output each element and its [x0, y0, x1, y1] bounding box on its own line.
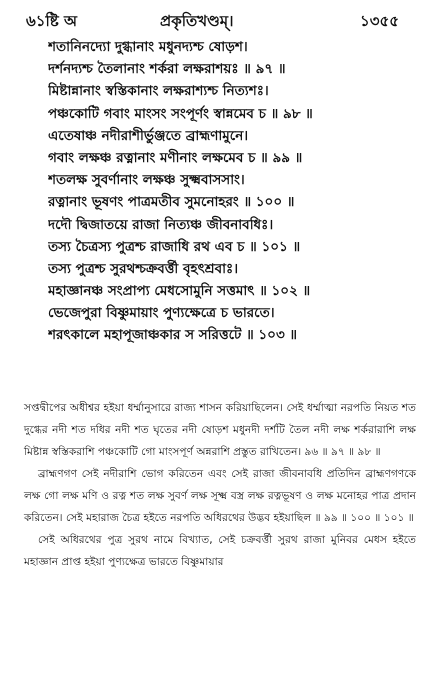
verse-line: ভেজেপুরা বিষ্ণুমায়াং পুণ্যক্ষেত্রে চ ভারতে। — [48, 305, 275, 322]
sanskrit-verses — [48, 36, 418, 347]
section-title: প্রকৃতিখণ্ডম্। — [160, 12, 234, 30]
verse-line: তস্য চৈত্রস্য পুত্রশ্চ রাজাধি রথ এব চ ॥ ১০১ ॥ — [48, 238, 301, 255]
prose-paragraph: সেই অধিরথের পুত্র সুরথ নামে বিখ্যাত, সেই চক্রবর্ত্তী সুরথ রাজা মুনিবর মেধস হইতে মহাজ্ঞান প্রাপ্ত হইয়া পুণ্যক্ষেত্র ভারতে বিষ্ণুমায়ার — [24, 534, 416, 568]
verse-line: গবাং লক্ষঞ্চ রত্নানাং মণীনাং লক্ষমেব চ ॥ ৯৯ ॥ — [48, 149, 303, 166]
verse-line: মিষ্টান্নানাং স্বস্তিকানাং লক্ষরাশ্যশ্চ নিত্যশঃ। — [48, 83, 269, 100]
verse-line: দদৌ দ্বিজাতয়ে রাজা নিত্যঞ্চ জীবনাবধিঃ। — [48, 216, 274, 233]
verse-line: দর্শনদ্যশ্চ তৈলানাং শর্করা লক্ষরাশয়ঃ ॥ ৯৭ ॥ — [48, 61, 286, 78]
prose-paragraph: সপ্তদ্বীপের অধীশ্বর হইয়া ধর্ম্মানুসারে রাজ্য শাসন করিয়াছিলেন। সেই ধর্ম্মাত্মা নরপতি নিয়ত শত দুগ্ধের নদী শত দধির নদী শত ঘৃতের নদী ষোড়শ মধুনদী দর্শটি তৈল নদী লক্ষ শর্করারাশি লক্ষ মিষ্টান্ন স্বস্তিকরাশি পঞ্চকোটি গো মাংসপূর্ণ অন্নরাশি প্রস্তুত রাখিতেন। ৯৬ ॥ ৯৭ ॥ ৯৮ ॥ — [24, 402, 416, 458]
verse-line: পঞ্চকোটি গবাং মাংসং সংপূর্ণং স্বান্নমেব চ ॥ ৯৮ ॥ — [48, 105, 313, 122]
verse-line: তস্য পুত্রশ্চ সুরথশ্চক্রবর্ত্তী বৃহৎশ্রবাঃ। — [48, 260, 239, 277]
verse-line: শরৎকালে মহাপূজাঞ্চকার স সরিত্তটে ॥ ১০৩ ॥ — [48, 327, 298, 344]
verse-line: রত্নানাং ভূষণং পাত্রমতীব সুমনোহরং ॥ ১০০ ॥ — [48, 194, 295, 211]
verse-line: মহাজ্ঞানঞ্চ সংপ্রাপ্য মেধসোমুনি সত্তমাৎ ॥ ১০২ ॥ — [48, 283, 311, 300]
prose-paragraph: ব্রাহ্মণগণ সেই নদীরাশি ভোগ করিতেন এবং সেই রাজা জীবনাবধি প্রতিদিন ব্রাহ্মণগণকে লক্ষ গো লক্ষ মণি ও রত্ন শত লক্ষ সুবর্ণ লক্ষ সূক্ষ্ম বস্ত্র লক্ষ রত্নভূষণ ও লক্ষ মনোহর পাত্র প্রদান করিতেন। সেই মহারাজ চৈত্র হইতে নরপতি অধিরথের উদ্ভব হইয়াছিল ॥ ৯৯ ॥ ১০০ ॥ ১০১ ॥ — [24, 468, 416, 524]
page-number: ১৩৫৫ — [360, 12, 399, 30]
verse-line: শতলক্ষ সুবর্ণানাং লক্ষঞ্চ সুক্ষ্মবাসসাং। — [48, 172, 245, 189]
page-header — [0, 6, 425, 34]
bengali-translation — [24, 397, 416, 573]
verse-line: এতেষাঞ্চ নদীরাশীর্ভুঞ্জতে ব্রাহ্মণামুনে। — [48, 127, 249, 144]
chapter-marker: ৬১ষ্টি অ — [26, 12, 77, 30]
verse-line: শতানিনদ্যো দুগ্ধানাং মধুনদ্যশ্চ ষোড়শ। — [48, 39, 248, 55]
